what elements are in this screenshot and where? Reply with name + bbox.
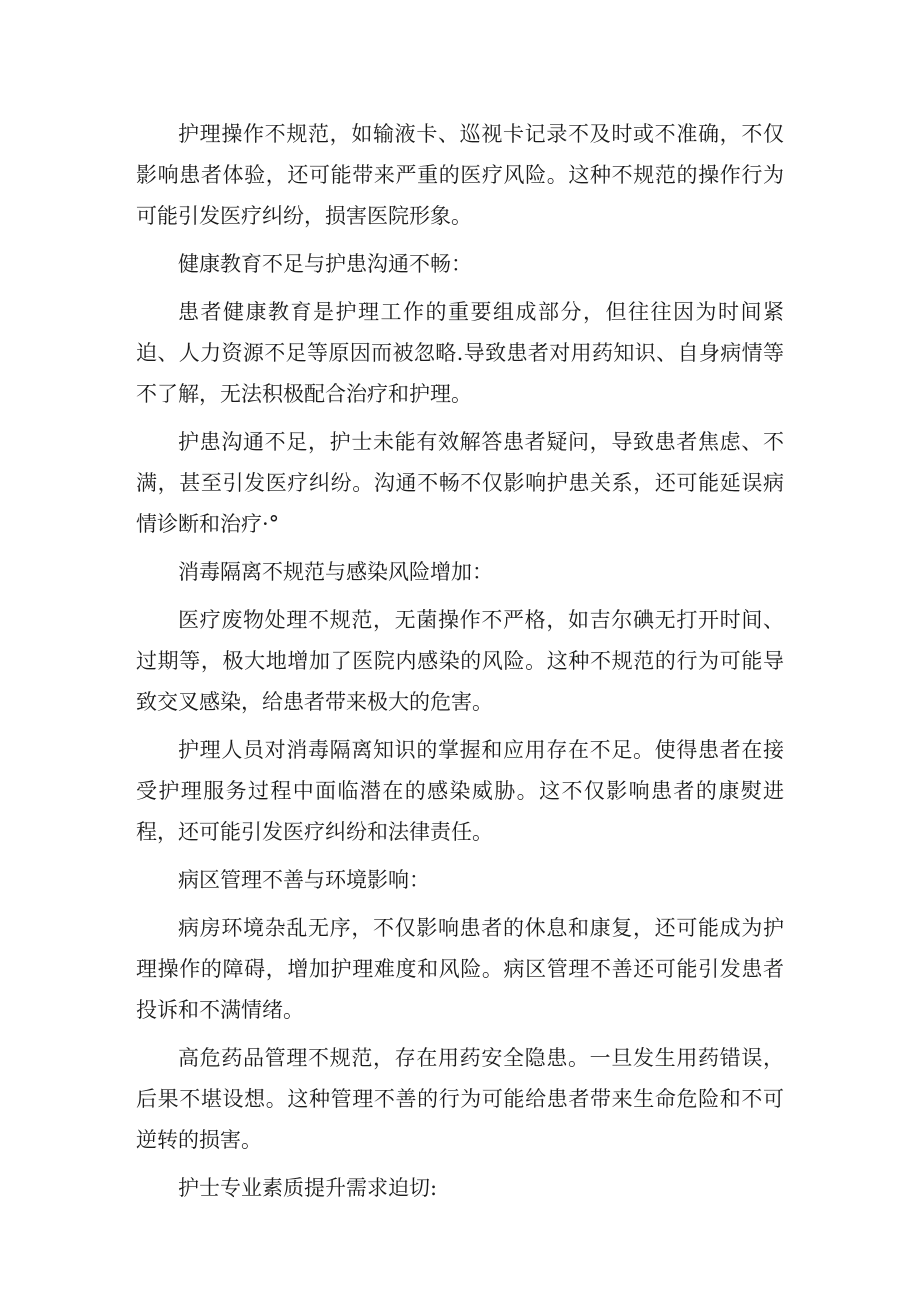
paragraph: 高危药品管理不规范，存在用药安全隐患。一旦发生用药错误，后果不堪设想。这种管理不善的行为可能给患者带来生命危险和不可逆转的损害。 [136,1046,784,1152]
paragraph: 护理人员对消毒隔离知识的掌握和应用存在不足。使得患者在接受护理服务过程中面临潜在的感染威胁。这不仅影响患者的康熨进程，还可能引发医疗纠纷和法律责任。 [136,738,784,844]
section-heading: 护士专业素质提升需求迫切: [178,1176,438,1200]
section-heading: 消毒隔离不规范与感染风险增加： [178,560,493,584]
paragraph: 护患沟通不足，护士未能有效解答患者疑问，导致患者焦虑、不满，甚至引发医疗纠纷。沟通不畅不仅影响护患关系，还可能延误病情诊断和治疗·° [136,430,784,536]
paragraph: 护理操作不规范，如输液卡、巡视卡记录不及时或不准确，不仅影响患者体验，还可能带来严重的医疗风险。这种不规范的操作行为可能引发医疗纠纷，损害医院形象。 [136,122,784,228]
paragraph: 医疗废物处理不规范，无菌操作不严格，如吉尔碘无打开时间、过期等，极大地增加了医院内感染的风险。这种不规范的行为可能导致交叉感染，给患者带来极大的危害。 [136,608,784,714]
document-body [136,114,784,1216]
paragraph: 患者健康教育是护理工作的重要组成部分，但往往因为时间紧迫、人力资源不足等原因而被忽略.导致患者对用药知识、自身病情等不了解，无法积极配合治疗和护理。 [136,300,784,406]
paragraph: 病房环境杂乱无序，不仅影响患者的休息和康复，还可能成为护理操作的障碍，增加护理难度和风险。病区管理不善还可能引发患者投诉和不满情绪。 [136,916,784,1022]
section-heading: 健康教育不足与护患沟通不畅： [178,252,472,276]
section-heading: 病区管理不善与环境影响： [178,868,430,892]
